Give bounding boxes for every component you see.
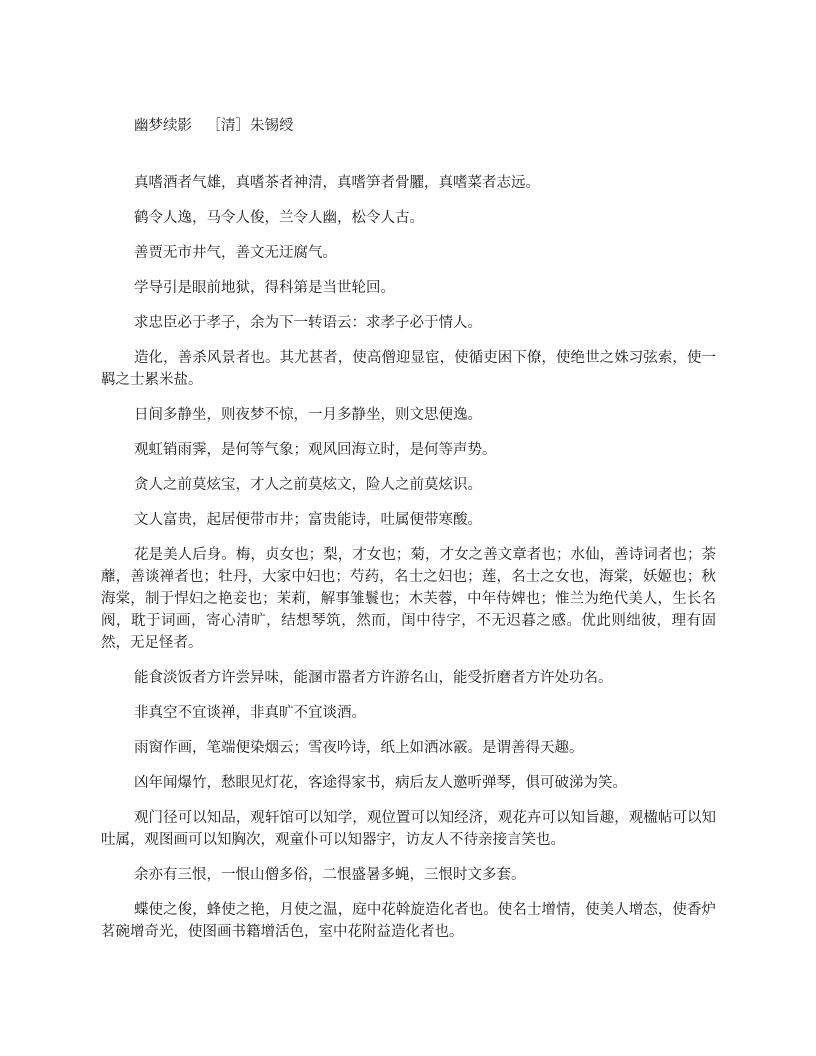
paragraph: 造化，善杀风景者也。其尤甚者，使高僧迎显宦，使循吏困下僚，使绝世之姝习弦索，使一羁之士累米盐。: [101, 350, 716, 388]
paragraph: 鹤令人逸，马令人俊，兰令人幽，松令人古。: [134, 210, 424, 226]
paragraph: 余亦有三恨，一恨山僧多俗，二恨盛暑多蝇，三恨时文多套。: [134, 867, 526, 883]
paragraph: 凶年闻爆竹，愁眼见灯花，客途得家书，病后友人邀听弹琴，俱可破涕为笑。: [134, 775, 627, 791]
paragraph: 文人富贵，起居便带市井；富贵能诗，吐属便带寒酸。: [134, 512, 482, 528]
paragraph: 贪人之前莫炫宝，才人之前莫炫文，险人之前莫炫识。: [134, 477, 482, 493]
document-title-line: [101, 115, 716, 137]
paragraph: 观虹销雨霁，是何等气象；观风回海立时，是何等声势。: [134, 442, 497, 458]
paragraph: 能食淡饭者方许尝异味，能溷市嚣者方许游名山，能受折磨者方许处功名。: [134, 670, 613, 686]
paragraph: 真嗜酒者气雄，真嗜茶者神清，真嗜笋者骨臞，真嗜菜者志远。: [134, 175, 540, 191]
book-title: 幽梦续影: [134, 118, 192, 134]
author-attribution: ［清］朱锡绶: [206, 118, 294, 134]
paragraph: 雨窗作画，笔端便染烟云；雪夜吟诗，纸上如洒冰霰。是谓善得天趣。: [134, 740, 584, 756]
paragraph: 善贾无市井气，善文无迂腐气。: [134, 245, 337, 261]
paragraph: 日间多静坐，则夜梦不惊，一月多静坐，则文思便逸。: [134, 407, 482, 423]
paragraph: 花是美人后身。梅，贞女也；梨，才女也；菊，才女之善文章者也；水仙，善诗词者也；荼蘼，善谈禅者也；牡丹，大家中妇也；芍药，名士之妇也；莲，名士之女也，海棠，妖姬也；秋海棠，制于悍妇之艳妾也；茉莉，解事雏鬟也；木芙蓉，中年侍婢也；惟兰为绝代美人，生长名阀，耽于词画，寄心清旷，结想琴筑，然而，闺中待字，不无迟暮之感。优此则绌彼，理有固然，无足怪者。: [101, 547, 716, 651]
paragraph: 非真空不宜谈禅，非真旷不宜谈酒。: [134, 705, 366, 721]
paragraph: 蝶使之俊，蜂使之艳，月使之温，庭中花斡旋造化者也。使名士增情，使美人增态，使香炉茗碗增奇光，使图画书籍增活色，室中花附益造化者也。: [101, 902, 716, 940]
paragraph: 学导引是眼前地狱，得科第是当世轮回。: [134, 280, 395, 296]
paragraph: 观门径可以知品，观轩馆可以知学，观位置可以知经济，观花卉可以知旨趣，观楹帖可以知吐属，观图画可以知胸次，观童仆可以知器宇，访友人不待亲接言笑也。: [101, 810, 716, 848]
paragraph: 求忠臣必于孝子，余为下一转语云：求孝子必于情人。: [134, 315, 482, 331]
document-body: [101, 172, 716, 943]
